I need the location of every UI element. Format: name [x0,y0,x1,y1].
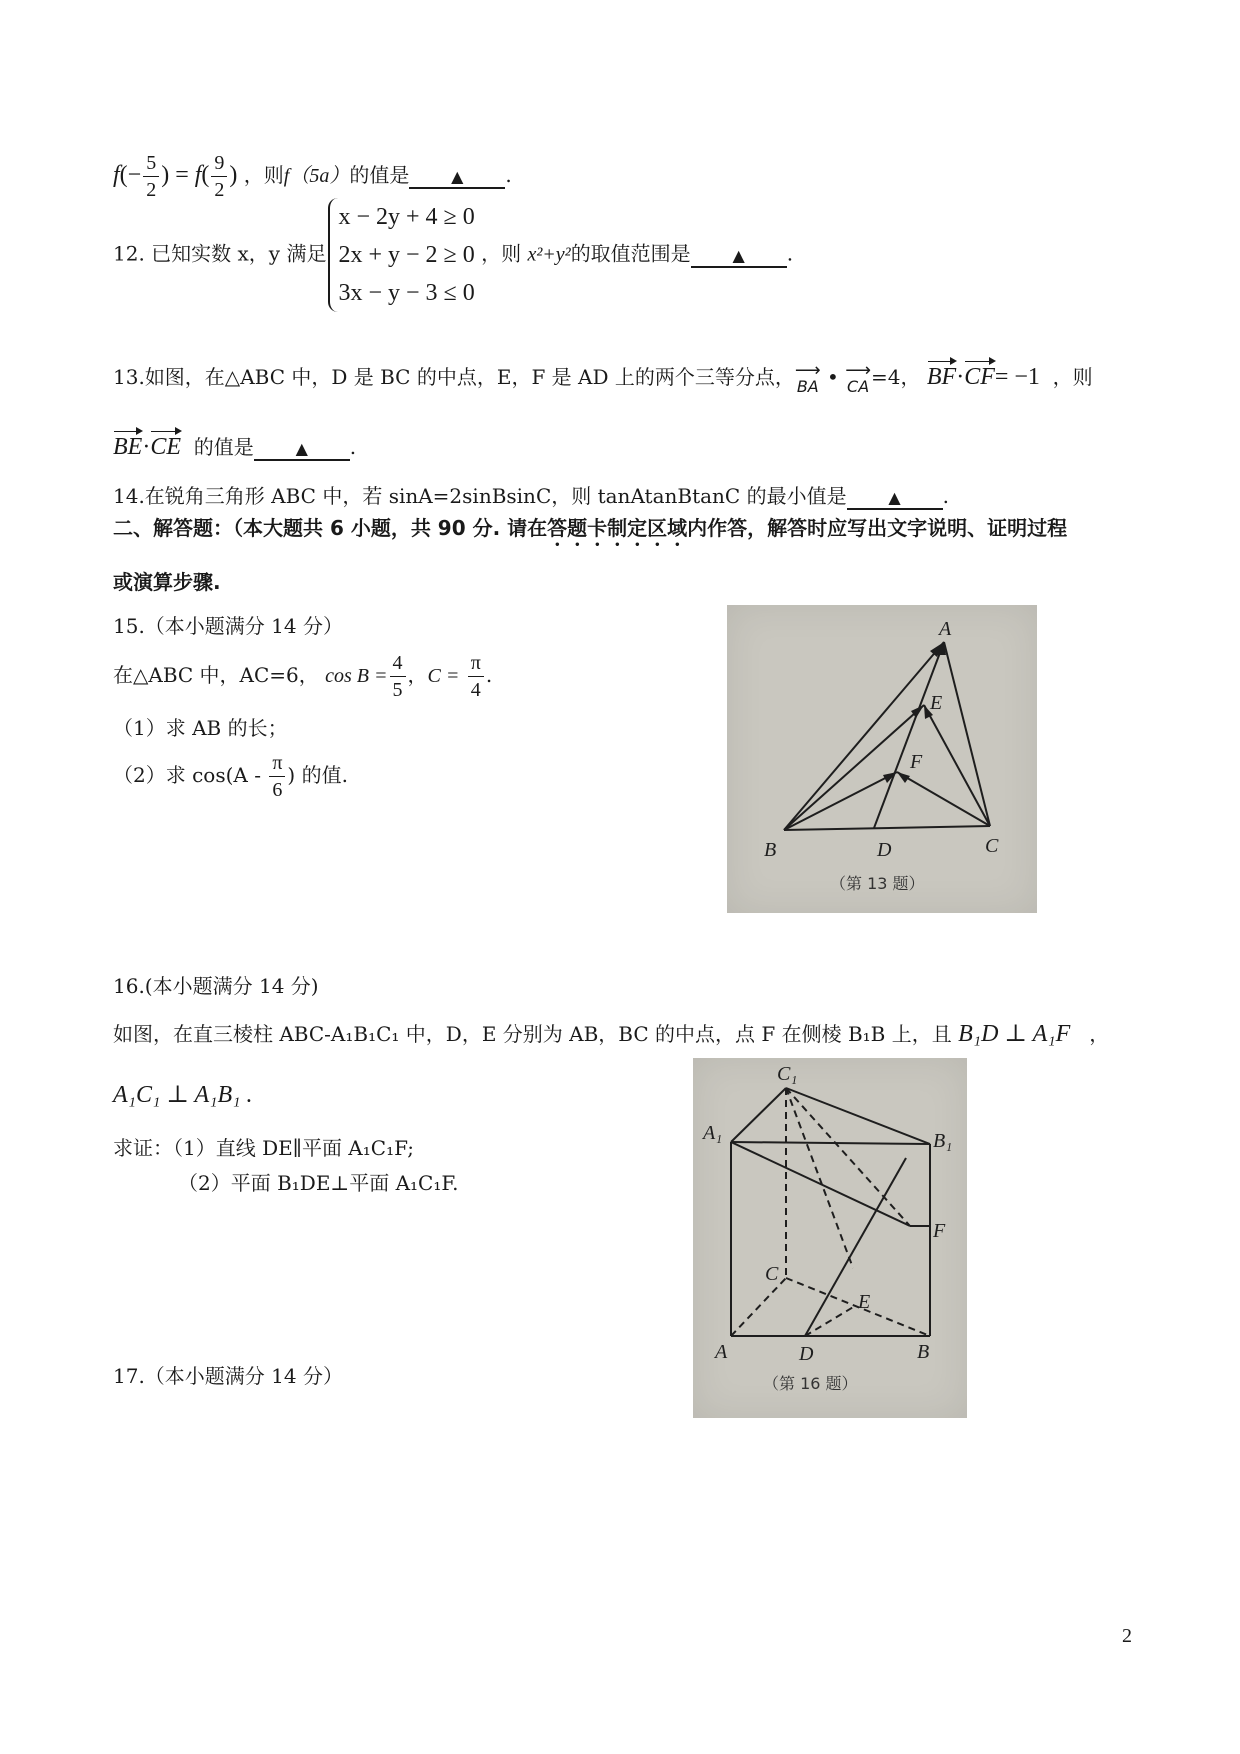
q15-part1: （1）求 AB 的长； [113,716,288,740]
fig13-label-a: A [939,618,952,640]
q13-dot-value: =4， [871,365,921,389]
fig16-label-c1: C₁ [777,1063,798,1085]
q12-text: 已知实数 x，y 满足 [151,241,327,266]
q16-header: 16.(本小题满分 14 分) [113,974,319,998]
q17-header: 17.（本小题满分 14 分） [113,1364,343,1388]
fig16-label-c: C [765,1263,779,1285]
q16-part1: （1）直线 DE∥平面 A₁C₁F; [173,1136,414,1160]
q13-then: ，则 [1052,365,1093,389]
fig13-label-f: F [910,751,923,773]
section2-heading: 二、解答题：（本大题共 6 小题，共 90 分. 请在答题卡制定区域内作答，解答时应写出文字说明、证明过程 [113,516,1068,540]
q16-cond1: B₁D ⊥ A₁F [958,1021,1071,1047]
q12-constraint-2: 2x + y − 2 ≥ 0 [338,242,475,268]
q13-line2: BE·CE 的值是 ▲ . [113,428,356,461]
q12-range-label: 的取值范围是 [570,241,691,266]
q12-constraint-system [328,198,474,312]
q12-then: ，则 [481,241,522,266]
q12: 12. 已知实数 x，y 满足 x − 2y + 4 ≥ 0 2x + y − 2 ≥ 0 3x − y − 3 ≤ 0 ，则 x²+y²的取值范围是 ▲ . [113,198,793,312]
q13-line1: 13.如图，在△ABC 中，D 是 BC 的中点，E，F 是 AD 上的两个三等分点， ⟶ BA • ⟶ CA=4， BF·CF= −1 ，则 [113,359,1093,396]
q11-tail-line: f(− $\frac{5}{2}$ ) = f( $\frac{9}{2}$ ) ，则f（5a）的值是 ▲ . [113,152,512,201]
q13-bf-cf-value: = −1 [994,364,1040,390]
q12-number: 12. [113,241,145,266]
q14-text: 14.在锐角三角形 ABC 中，若 sinA=2sinBsinC，则 tanAtanBtanC 的最小值是 [113,484,847,508]
fig16-label-e: E [858,1291,871,1313]
fig13-label-b: B [764,839,777,861]
q16-text: 如图，在直三棱柱 ABC-A₁B₁C₁ 中，D，E 分别为 AB，BC 的中点，点 F 在侧棱 B₁B 上，且 B₁D ⊥ A₁F ， [113,1021,1110,1047]
q12-constraint-3: 3x − y − 3 ≤ 0 [338,280,475,306]
page-number: 2 [1122,1625,1132,1647]
q16-cond2: A₁C₁ ⊥ A₁B₁ . [113,1082,253,1108]
q11-value-label: 的值是 [349,163,410,187]
q16-proof: 求证：（1）直线 DE∥平面 A₁C₁F; [113,1136,414,1160]
q15-part2: （2）求 cos(A - $\frac{\pi}{6}$ ) 的值. [113,752,348,801]
section2-heading-line2: 或演算步骤. [113,570,221,594]
fig16-label-a1: A₁ [703,1122,723,1144]
q12-constraint-1: x − 2y + 4 ≥ 0 [338,204,475,230]
fig13-label-d: D [877,839,892,861]
vector-ca: ⟶ CA [845,359,872,396]
q15-given: 在△ABC 中，AC=6， cos B = $\frac{4}{5}$ ，C = $\frac{\pi}{4}$ . [113,652,493,701]
fig16-label-f: F [933,1220,946,1242]
q14-answer-blank: ▲ [847,484,943,510]
fig13-label-c: C [985,835,999,857]
fig16-caption: （第 16 题） [763,1374,858,1393]
q11-then: ，则 [243,163,284,187]
fig16-label-a: A [715,1341,728,1363]
fig16-label-d: D [799,1343,814,1365]
q15-header: 15.（本小题满分 14 分） [113,614,343,638]
q11-answer-blank: ▲ [409,163,505,189]
q16-part2: （2）平面 B₁DE⊥平面 A₁C₁F. [178,1171,459,1195]
q13-answer-blank: ▲ [254,435,350,461]
fig16-label-b: B [917,1341,930,1363]
q13-text: 如图，在△ABC 中，D 是 BC 的中点，E，F 是 AD 上的两个三等分点， [144,365,795,389]
q12-expr: x²+y² [527,243,571,266]
q14: 14.在锐角三角形 ABC 中，若 sinA=2sinBsinC，则 tanAtanBtanC 的最小值是 ▲ . [113,484,949,508]
vector-ba: ⟶ BA [794,359,821,396]
q12-answer-blank: ▲ [691,242,787,268]
figure-13 [727,605,1037,913]
q13-number: 13. [113,365,145,389]
fig16-label-b1: B₁ [933,1130,953,1152]
figure-16 [693,1058,967,1418]
fig13-caption: （第 13 题） [830,874,925,893]
q13-be-ce-label: 的值是 [193,435,254,459]
fig13-label-e: E [930,692,943,714]
q11-f-expr: f（5a） [283,165,350,187]
